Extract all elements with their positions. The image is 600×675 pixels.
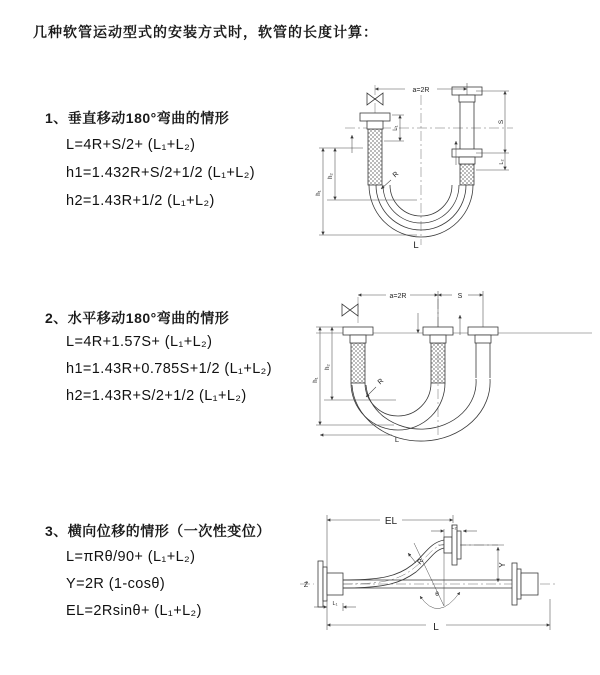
dim-label-s: S	[457, 293, 463, 300]
dimension-lines	[316, 291, 483, 435]
section-1-formula-h1: h1=1.432R+S/2+1/2 (L₁+L₂)	[66, 165, 256, 181]
section-3-heading: 3、横向位移的情形（一次性变位）	[45, 523, 271, 539]
dim-label-a2r: a=2R	[389, 293, 407, 300]
dim-label-l: L	[433, 622, 439, 633]
dim-label-l: L	[413, 240, 419, 251]
dim-label-r: R	[376, 377, 386, 387]
section-1-formula-L: L=4R+S/2+ (L₁+L₂)	[66, 137, 196, 153]
dim-label-s: S	[498, 119, 505, 125]
dim-label-l: L	[394, 435, 400, 444]
dimension-labels	[316, 87, 505, 251]
section-1-formula-h2: h2=1.43R+1/2 (L₁+L₂)	[66, 193, 215, 209]
dim-label-h2: h₂	[325, 364, 331, 370]
hose-body	[351, 343, 490, 441]
dim-label-l1: L₁	[332, 601, 338, 607]
dim-label-r: R	[416, 557, 426, 567]
dim-label-l2: L₂	[451, 525, 457, 531]
section-3-formula-Y: Y=2R (1-cosθ)	[66, 576, 166, 592]
diagram-vertical-180-bend	[313, 73, 545, 255]
dim-label-h2: h₂	[328, 173, 334, 179]
diagram-lateral-displacement	[298, 503, 598, 648]
dim-label-a2r: a=2R	[412, 87, 430, 94]
dim-label-r: R	[391, 170, 401, 180]
datum-axis-label: Z̄	[303, 582, 309, 589]
dimension-lines	[319, 83, 509, 235]
section-3-formula-EL: EL=2Rsinθ+ (L₁+L₂)	[66, 603, 202, 619]
valve-icon	[342, 304, 358, 316]
dim-label-l1: L₁	[393, 125, 399, 131]
page-title: 几种软管运动型式的安装方式时，软管的长度计算：	[33, 24, 378, 40]
section-2-formula-h2: h2=1.43R+S/2+1/2 (L₁+L₂)	[66, 388, 247, 404]
dim-label-h1: h₁	[316, 190, 322, 196]
dim-label-l2: L₂	[499, 159, 505, 165]
diagram-horizontal-180-bend	[308, 283, 600, 451]
dim-label-h1: h₁	[313, 377, 319, 383]
section-2-formula-h1: h1=1.43R+0.785S+1/2 (L₁+L₂)	[66, 361, 272, 377]
section-3-formula-L: L=πRθ/90+ (L₁+L₂)	[66, 549, 196, 565]
flanges	[343, 327, 498, 343]
hose-body	[343, 540, 512, 588]
dim-label-y: Y	[498, 562, 507, 568]
section-2-formula-L: L=4R+1.57S+ (L₁+L₂)	[66, 334, 213, 350]
section-2-heading: 2、水平移动180°弯曲的情形	[45, 310, 230, 326]
dim-label-theta: θ	[435, 591, 439, 598]
dim-label-el: EL	[384, 516, 398, 527]
section-1-heading: 1、垂直移动180°弯曲的情形	[45, 110, 230, 126]
